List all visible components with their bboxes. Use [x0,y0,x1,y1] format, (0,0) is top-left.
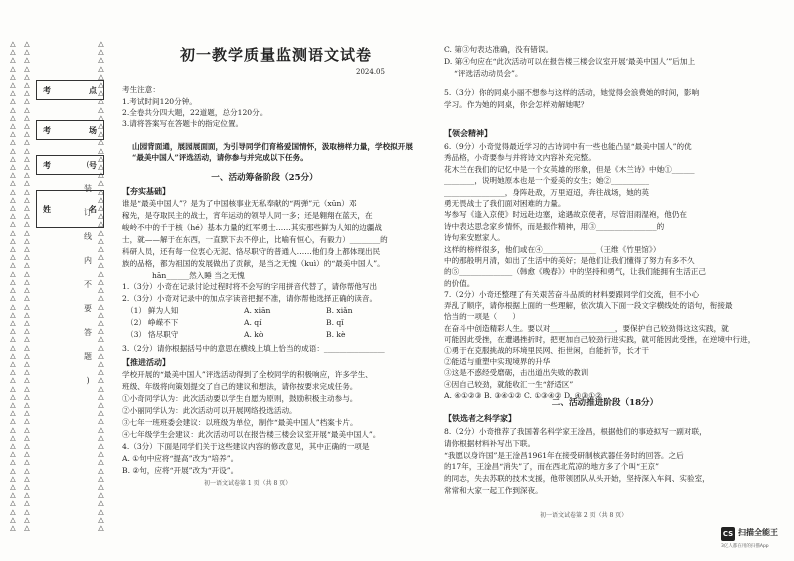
option-b: B. qǐ [326,318,344,327]
triangle-mark: △ [24,335,30,344]
triangle-mark: △ [10,72,16,81]
triangle-mark: △ [98,163,104,172]
notice-line: 3.请将答案写在答题卡的指定位置。 [122,119,244,128]
triangle-mark: △ [98,89,104,98]
triangle-mark: △ [10,105,16,114]
triangle-mark: △ [98,343,104,352]
triangle-mark: △ [10,474,16,483]
triangle-mark: △ [24,72,30,81]
triangle-mark: △ [24,163,30,172]
triangle-mark: △ [24,81,30,90]
binding-line-notice [82,160,94,400]
triangle-mark: △ [10,228,16,237]
question-5: 5.（3分）你的同桌小丽不想参与这样的活动，她觉得会浪费她的时间，影响 [444,88,700,97]
triangle-mark: △ [10,294,16,303]
triangle-mark: △ [24,212,30,221]
triangle-mark: △ [10,499,16,508]
text-line: 在奋斗中创造精彩人生。要以对_________________，要保护自己较劲得这这实践，就 [444,323,729,333]
suggestion-item: ③七年一班班委会建议：以班级为单位，制作“最美中国人”档案卡片。 [122,418,358,427]
text-line: 秀品格，小奇要参与并将诗文内容补充完整。 [444,153,596,163]
triangle-mark: △ [98,220,104,229]
triangle-mark: △ [24,384,30,393]
page-left [112,0,417,561]
triangle-mark: △ [98,491,104,500]
option-a: A. xiān [244,306,271,315]
field-label: 场 [89,124,97,135]
option-line: C. 第③句表达准确，没有错误。 [444,45,554,54]
binding-char: ) [86,376,90,385]
triangle-mark: △ [10,417,16,426]
triangle-mark: △ [10,384,16,393]
triangle-mark: △ [24,499,30,508]
triangle-mark: △ [98,474,104,483]
question-2: 2.（3分）小奇对记录中的加点字读音把握不准，请你帮他选择正确的读音。 [122,294,378,303]
triangle-mark: △ [98,294,104,303]
field-label: 考 [43,84,51,95]
triangle-mark: △ [10,458,16,467]
triangle-mark: △ [98,253,104,262]
text-line: 常常和大家一起工作到深夜。 [444,486,543,495]
triangle-mark: △ [10,392,16,401]
triangle-mark: △ [10,163,16,172]
option-w: 鲜为人知 [148,306,179,315]
triangle-mark: △ [24,433,30,442]
option-a: A. qí [244,318,262,327]
notice-heading: 考生注意： [122,85,160,94]
triangle-mark: △ [24,245,30,254]
binding-strip [4,40,109,540]
triangle-mark: △ [10,335,16,344]
triangle-mark: △ [24,351,30,360]
page-footer: 初一语文试卷第 2 页（共 8 页） [540,512,628,519]
triangle-mark: △ [10,171,16,180]
option-w: 峥嵘不下 [148,318,179,327]
triangle-mark: △ [10,261,16,270]
triangle-mark: △ [24,491,30,500]
triangle-mark: △ [10,523,16,532]
text-line: 请你根据材料补写出下联。 [444,438,536,448]
triangle-mark: △ [98,261,104,270]
triangle-mark: △ [24,105,30,114]
suggestion-item: ④七年级学生会建议：此次活动可以在报告楼三楼会议室开展“最美中国人”。 [122,430,381,439]
triangle-mark: △ [24,146,30,155]
triangle-mark: △ [10,450,16,459]
triangle-mark: △ [10,81,16,90]
binding-char: 要 [84,304,92,313]
field-label: 名 [89,203,97,214]
triangle-mark: △ [98,48,104,57]
triangle-mark: △ [98,212,104,221]
triangle-mark: △ [98,351,104,360]
text-line: ①勇于在克服挑战的环境里民网、拒世闲，自能折节，长才干 [444,346,650,355]
triangle-mark: △ [98,81,104,90]
text-line: “我愿以身许国”是王淦昌1961年在接受研制核武器任务时的回答。之后 [444,450,684,460]
triangle-mark: △ [98,72,104,81]
triangle-mark: △ [98,409,104,418]
triangle-mark: △ [24,343,30,352]
field-exam-site [36,80,104,100]
field-exam-room [36,120,104,140]
triangle-mark: △ [10,286,16,295]
triangle-mark: △ [10,154,16,163]
binding-char: 订 [84,208,92,217]
text-line: A. ④①②③ B. ③④①② C. ①③④② D. ④③①② [444,390,602,400]
field-label: 点 [89,84,97,95]
text-line: 这样的榜样很多，他们或在④______________（王维《竹里馆》） [444,244,661,254]
triangle-mark: △ [10,425,16,434]
triangle-mark: △ [24,64,30,73]
triangle-mark: △ [10,302,16,311]
question-5: 学习。作为她的同桌，你会怎样劝解她呢？ [444,100,589,109]
scanner-tagline: 3亿人都在用的扫描App [721,544,769,549]
triangle-mark: △ [98,466,104,475]
triangle-mark: △ [24,302,30,311]
triangle-mark: △ [98,441,104,450]
triangle-mark: △ [24,220,30,229]
option-b: B. kè [326,330,346,339]
option-w: 恪尽职守 [148,330,179,339]
triangle-mark: △ [98,113,104,122]
triangle-mark: △ [98,400,104,409]
triangle-mark: △ [10,376,16,385]
triangle-mark: △ [98,433,104,442]
triangle-mark: △ [98,392,104,401]
triangle-mark: △ [24,482,30,491]
option-b: B. xiǎn [326,306,353,315]
text-line: 的价值。 [444,278,475,288]
triangle-mark: △ [10,220,16,229]
triangle-mark: △ [10,138,16,147]
subsection-heading: 【推进活动】 [122,357,170,367]
option-n: （2） [126,318,147,327]
triangle-mark: △ [10,409,16,418]
triangle-mark: △ [98,269,104,278]
text-line: 8.（2分）小奇推荐了我国著名科学家王淦昌，根据他们的事迹拟写一副对联， [444,427,707,436]
triangle-mark: △ [24,236,30,245]
text-line: 弄乱了顺序，请你根据上面的一些理解，依次填入下面一段文字横线处的语句，衔接最 [444,301,733,311]
triangle-mark: △ [10,204,16,213]
triangle-mark: △ [24,269,30,278]
triangle-mark: △ [98,154,104,163]
triangle-mark: △ [98,515,104,524]
field-label: 号 [89,159,97,170]
triangle-mark: △ [10,318,16,327]
option-line: “评选活动动员会”。 [454,69,523,78]
triangle-mark: △ [98,482,104,491]
text-line: 诗中表达思念家乡情怀，而是振作精神，用③________________的 [444,221,665,231]
triangle-mark: △ [24,277,30,286]
triangle-mark: △ [98,179,104,188]
triangle-mark: △ [98,376,104,385]
triangle-mark: △ [10,491,16,500]
option-line: D. 第④句应在“此次活动可以在报告楼三楼会议室开展‘最美中国人’”后加上 [444,57,696,66]
triangle-mark: △ [24,138,30,147]
camscanner-logo-icon: CS [721,527,735,541]
passage-line: 班级、年级将向策划提交了自己的建议和想法，请你按要求完成任务。 [122,382,358,391]
triangle-mark: △ [10,507,16,516]
option-a: A. kò [244,330,264,339]
exam-title: 初一教学质量监测语文试卷 [180,46,373,64]
binding-char: 题 [84,352,92,361]
triangle-mark: △ [24,458,30,467]
triangle-mark: △ [24,400,30,409]
triangle-mark: △ [24,40,30,48]
question-4: 4.（3分）下面是同学们关于这些建议内容的修改意见，其中正确的一项是 [122,442,370,451]
triangle-mark: △ [98,368,104,377]
binding-char: 答 [84,328,92,337]
text-line: 勇无畏战士了我们面对困难的力量。 [444,199,566,208]
page-right [440,0,770,561]
triangle-mark: △ [10,351,16,360]
text-line: 花木兰在我们的记忆中是一个女英雄的形象，但是《木兰诗》中她①______ [444,164,695,174]
triangle-mark: △ [98,417,104,426]
triangle-mark: △ [10,212,16,221]
triangle-mark: △ [98,204,104,213]
triangle-mark: △ [10,97,16,106]
triangle-mark: △ [24,122,30,131]
triangle-mark: △ [10,433,16,442]
triangle-mark: △ [98,450,104,459]
text-line: 中的那般明月清，如出了生活中的美好；是他们让我们懂得了努力有多不久 [444,256,695,265]
triangle-mark: △ [24,253,30,262]
triangle-mark: △ [98,277,104,286]
triangle-mark: △ [24,392,30,401]
text-line: ③这是不惑经受磨砺，击出道出失败的教训 [444,368,589,378]
triangle-mark: △ [24,154,30,163]
text-line: 的17年，王淦昌“消失”了，而在西北荒凉的地方多了个叫“王京” [444,462,660,472]
notice-line: 2.全卷共分四大题，22道题，总分120分。 [122,108,268,117]
triangle-mark: △ [98,335,104,344]
triangle-mark: △ [24,466,30,475]
text-line: 7.（2分）小奇还整理了有关艰苦奋斗品质的材料要跟同学们交流，但不小心 [444,290,700,299]
passage-line: 族的品格，都为祖国的发展做出了贡献，是当之无愧（kuì）的“最美中国人”。 [122,259,385,268]
triangle-mark: △ [10,130,16,139]
triangle-mark: △ [98,56,104,65]
triangle-mark: △ [10,343,16,352]
triangle-mark: △ [24,294,30,303]
triangle-mark: △ [24,359,30,368]
triangle-mark: △ [98,359,104,368]
triangle-mark: △ [98,245,104,254]
triangle-mark: △ [24,171,30,180]
text-line: ________，说明她原本也是一个爱美的女生；她②__________ [444,176,650,186]
text-line: 恰当的一项是（ ） [444,312,520,322]
text-line: ④因自己较劲，就能收汇一生“舒适区” [444,379,574,389]
binding-char: 线 [84,232,92,241]
field-label: 考 [43,124,51,135]
triangle-mark: △ [10,48,16,57]
subsection-heading: 【领会精神】 [444,128,492,138]
triangle-mark: △ [98,327,104,336]
subsection-heading: 【铁选者之科学家】 [444,413,516,423]
section-heading: 二、活动推进阶段（18分） [551,398,659,408]
passage-line: 士，就——解于在东西，一直默下去不停止，比喻有恒心，有毅力）________的 [122,235,388,244]
triangle-mark: △ [24,523,30,532]
suggestion-item: ①小奇同学认为：此次活动要以学生自愿为原则，鼓励积极主动参与。 [122,394,358,403]
triangle-mark: △ [10,64,16,73]
triangle-mark: △ [10,146,16,155]
triangle-mark: △ [10,89,16,98]
triangle-mark: △ [24,507,30,516]
triangle-mark: △ [10,441,16,450]
triangle-mark: △ [98,384,104,393]
triangle-mark: △ [10,515,16,524]
text-line: ②能适与重塑中实现境界的升华 [444,357,551,367]
scanner-watermark [721,523,787,553]
triangle-mark: △ [24,376,30,385]
option-n: （1） [126,306,147,315]
notice-line: 1.考试时间120分钟。 [122,97,197,106]
intro-line: “最美中国人”评选活动，请你参与并完成以下任务。 [132,153,308,162]
triangle-mark: △ [24,204,30,213]
binding-char: ( [86,160,90,169]
triangle-mark: △ [24,368,30,377]
triangle-mark: △ [98,228,104,237]
triangle-mark: △ [24,450,30,459]
triangle-dots-right [20,40,34,540]
triangle-mark: △ [24,56,30,65]
triangle-dots-left [6,40,20,540]
triangle-mark: △ [10,277,16,286]
pinyin-blank: hān______然入睡 当之无愧 [152,271,245,280]
triangle-mark: △ [24,89,30,98]
field-label: 姓 [43,203,51,214]
triangle-mark: △ [10,179,16,188]
triangle-mark: △ [98,236,104,245]
triangle-dots-outer [94,40,108,540]
triangle-mark: △ [24,318,30,327]
triangle-mark: △ [10,122,16,131]
triangle-mark: △ [24,97,30,106]
passage-line: 科研人员，还有每一位衷心无泥、恪尽职守的普通人……他们身上都体现出民 [122,247,381,256]
triangle-mark: △ [98,499,104,508]
triangle-mark: △ [24,286,30,295]
text-line: 岑参写《逢入京使》时远赴边塞，途遇故京使者，尽管泪雨湿袍，他仍在 [444,210,687,220]
question-3: 3.（2分）请你根据括号中的意思在横线上填上恰当的成语：________________ [122,344,385,353]
triangle-mark: △ [98,286,104,295]
triangle-mark: △ [24,130,30,139]
triangle-mark: △ [10,327,16,336]
triangle-mark: △ [98,318,104,327]
text-line: 的同志，失去苏联的技术支援，他带领团队从头开始，坚持深入车间、实验室， [444,474,710,484]
triangle-mark: △ [98,64,104,73]
triangle-mark: △ [10,253,16,262]
triangle-mark: △ [98,122,104,131]
triangle-mark: △ [24,228,30,237]
binding-char: 装 [84,184,92,193]
triangle-mark: △ [98,302,104,311]
binding-char: 内 [84,256,92,265]
triangle-mark: △ [98,458,104,467]
triangle-mark: △ [10,187,16,196]
triangle-mark: △ [10,56,16,65]
triangle-mark: △ [98,425,104,434]
triangle-mark: △ [10,482,16,491]
triangle-mark: △ [98,138,104,147]
triangle-mark: △ [24,474,30,483]
suggestion-item: ②小丽同学认为：此次活动可以开展网络投选活动。 [122,406,297,415]
subsection-heading: 【夯实基础】 [122,186,170,196]
text-line: 可能因此受挫，在遭遇挫折时，把更加自己较劲行进实践，就可能因此受挫，在逆境中行进， [444,334,756,344]
binding-char: 不 [84,280,92,289]
scanner-name: 扫描全能王 [738,528,778,537]
triangle-mark: △ [10,466,16,475]
triangle-mark: △ [98,507,104,516]
triangle-mark: △ [98,523,104,532]
triangle-mark: △ [24,327,30,336]
triangle-mark: △ [24,441,30,450]
triangle-mark: △ [24,195,30,204]
triangle-mark: △ [98,40,104,48]
triangle-mark: △ [98,130,104,139]
triangle-mark: △ [10,245,16,254]
passage-line: 稼先，是夺取民主的战士，宵年运动的领导人同一多；还是翱翔在蓝天，在 [122,211,373,220]
question-1: 1.（3分）小奇在记录讨论过程时将不会写的字用拼音代替了，请你帮他写出 [122,282,378,291]
passage-line: 谁是“最美中国人”？是为了中国核事业无私奉献的“两弹”元（xūn）邓 [122,199,357,208]
triangle-mark: △ [10,236,16,245]
triangle-mark: △ [98,97,104,106]
triangle-mark: △ [24,48,30,57]
triangle-mark: △ [10,40,16,48]
triangle-mark: △ [24,310,30,319]
page-footer: 初一语文试卷第 1 页（共 8 页） [204,480,292,487]
triangle-mark: △ [24,409,30,418]
triangle-mark: △ [10,368,16,377]
passage-line: 峻岭不中的千于核（hé）基本力量的红军勇士……其实那些鲜为人知的边疆战 [122,223,382,232]
triangle-mark: △ [10,195,16,204]
triangle-mark: △ [24,417,30,426]
triangle-mark: △ [24,187,30,196]
triangle-mark: △ [24,113,30,122]
triangle-mark: △ [10,400,16,409]
triangle-mark: △ [10,359,16,368]
text-line: 诗句来安慰家人。 [444,233,505,243]
triangle-mark: △ [10,310,16,319]
text-line: 的⑤______________（韩愈《晚春》）中的坚持和勇气，让我们能拥有生活正己 [444,267,706,277]
exam-date: 2024.05 [356,68,385,76]
option-line: A. ①句中应将“提高”改为“培养”。 [122,454,239,463]
option-line: B. ②句，应将“开展”改为“开设”。 [122,466,239,475]
triangle-mark: △ [98,146,104,155]
triangle-mark: △ [10,269,16,278]
triangle-mark: △ [98,105,104,114]
text-line: ________________，身阵赴敌，万里迢迢，奔往战场，她的英 [444,187,650,197]
triangle-mark: △ [24,179,30,188]
triangle-mark: △ [24,515,30,524]
triangle-mark: △ [98,187,104,196]
field-label: 考 [43,159,51,170]
triangle-mark: △ [10,113,16,122]
text-line: 6.（9分）小奇觉得最近学习的古诗词中有一些也能凸显“最美中国人”的优 [444,142,692,151]
triangle-mark: △ [98,171,104,180]
option-n: （3） [126,330,147,339]
intro-line: 山园背面通，展园展面面，为引导同学们育格爱国情怀，汲取榜样力量，学校拟开展 [132,142,413,151]
triangle-mark: △ [24,425,30,434]
triangle-mark: △ [24,261,30,270]
passage-line: 学校开展的“最美中国人”评选活动得到了全校同学的积极响应，许多学生、 [122,370,373,379]
triangle-mark: △ [98,195,104,204]
section-heading: 一、活动筹备阶段（25分） [211,173,318,183]
triangle-mark: △ [98,310,104,319]
